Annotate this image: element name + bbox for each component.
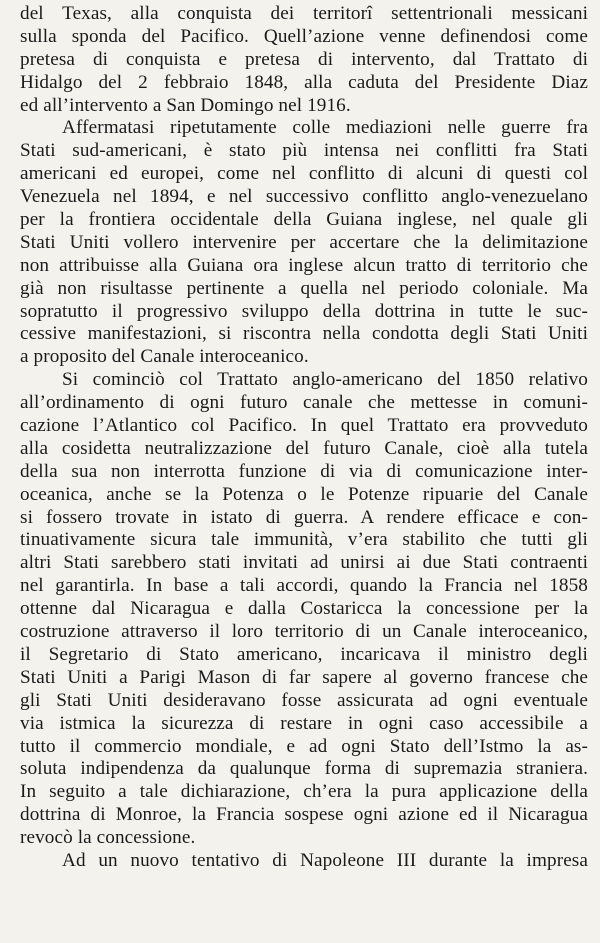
text-line: via istmica la sicurezza di restare in ogni caso accessibile a (20, 712, 588, 734)
text-line: Stati Uniti vollero intervenire per accertare che la delimitazione (20, 231, 588, 253)
text-line: Ad un nuovo tentativo di Napoleone III durante la impresa (62, 849, 588, 871)
text-line: Stati sud-americani, è stato più intensa nei conflitti fra Stati (20, 140, 588, 162)
text-line: soluta indipendenza da qualunque forma di supremazia straniera. (20, 758, 588, 780)
text-line: Stati Uniti a Parigi Mason di far sapere al governo francese che (20, 666, 588, 688)
text-line: americani ed europei, come nel conflitto di alcuni di questi col (20, 163, 588, 185)
text-line: cazione l’Atlantico col Pacifico. In quel Trattato era provveduto (20, 415, 588, 437)
text-line: si fossero trovate in istato di guerra. A rendere efficace e con- (20, 506, 588, 528)
text-line: non attribuisse alla Guiana ora inglese alcun tratto di territorio che (20, 254, 588, 276)
text-line: il Segretario di Stato americano, incaricava il ministro degli (20, 643, 588, 665)
text-line: pretesa di conquista e pretesa di intervento, dal Trattato di (20, 48, 588, 70)
text-line: Hidalgo del 2 febbraio 1848, alla caduta del Presidente Diaz (20, 71, 588, 93)
text-line: In seguito a tale dichiarazione, ch’era la pura applicazione della (20, 781, 588, 803)
text-line: all’ordinamento di ogni futuro canale che mettesse in comuni- (20, 392, 588, 414)
text-line: sulla sponda del Pacifico. Quell’azione venne definendosi come (20, 25, 588, 47)
text-line: sopratutto il progressivo sviluppo della dottrina in tutte le suc- (20, 300, 588, 322)
text-line: tutto il commercio mondiale, e ad ogni Stato dell’Istmo la as- (20, 735, 588, 757)
text-line: nel garantirla. In base a tali accordi, quando la Francia nel 1858 (20, 575, 588, 597)
page-body-text (20, 3, 588, 873)
text-line: cessive manifestazioni, si riscontra nella condotta degli Stati Uniti (20, 323, 588, 345)
text-line: per la frontiera occidentale della Guiana inglese, nel quale gli (20, 209, 588, 231)
text-line: Venezuela nel 1894, e nel successivo conflitto anglo-venezuelano (20, 186, 588, 208)
text-line: della sua non interrotta funzione di via di comunicazione inter- (20, 460, 588, 482)
text-line: altri Stati sarebbero stati invitati ad unirsi ai due Stati contraenti (20, 552, 588, 574)
text-line: a proposito del Canale interoceanico. (20, 346, 309, 368)
text-line: tinuativamente sicura tale immunità, v’era stabilito che tutti gli (20, 529, 588, 551)
text-line: revocò la concessione. (20, 827, 196, 849)
text-line: già non risultasse pertinente a quella nel periodo coloniale. Ma (20, 277, 588, 299)
text-line: Affermatasi ripetutamente colle mediazioni nelle guerre fra (62, 117, 588, 139)
text-line: alla cosidetta neutralizzazione del futuro Canale, cioè alla tutela (20, 437, 588, 459)
text-line: ed all’intervento a San Domingo nel 1916. (20, 94, 351, 116)
text-line: dottrina di Monroe, la Francia sospese ogni azione ed il Nicaragua (20, 804, 588, 826)
text-line: del Texas, alla conquista dei territorî settentrionali messicani (20, 3, 588, 24)
text-line: costruzione attraverso il loro territorio di un Canale interoceanico, (20, 621, 588, 643)
text-line: Si cominciò col Trattato anglo-americano del 1850 relativo (62, 369, 588, 391)
text-line: ottenne dal Nicaragua e dalla Costaricca la concessione per la (20, 598, 588, 620)
text-line: oceanica, anche se la Potenza o le Potenze ripuarie del Canale (20, 483, 588, 505)
text-line: gli Stati Uniti desideravano fosse assicurata ad ogni eventuale (20, 689, 588, 711)
